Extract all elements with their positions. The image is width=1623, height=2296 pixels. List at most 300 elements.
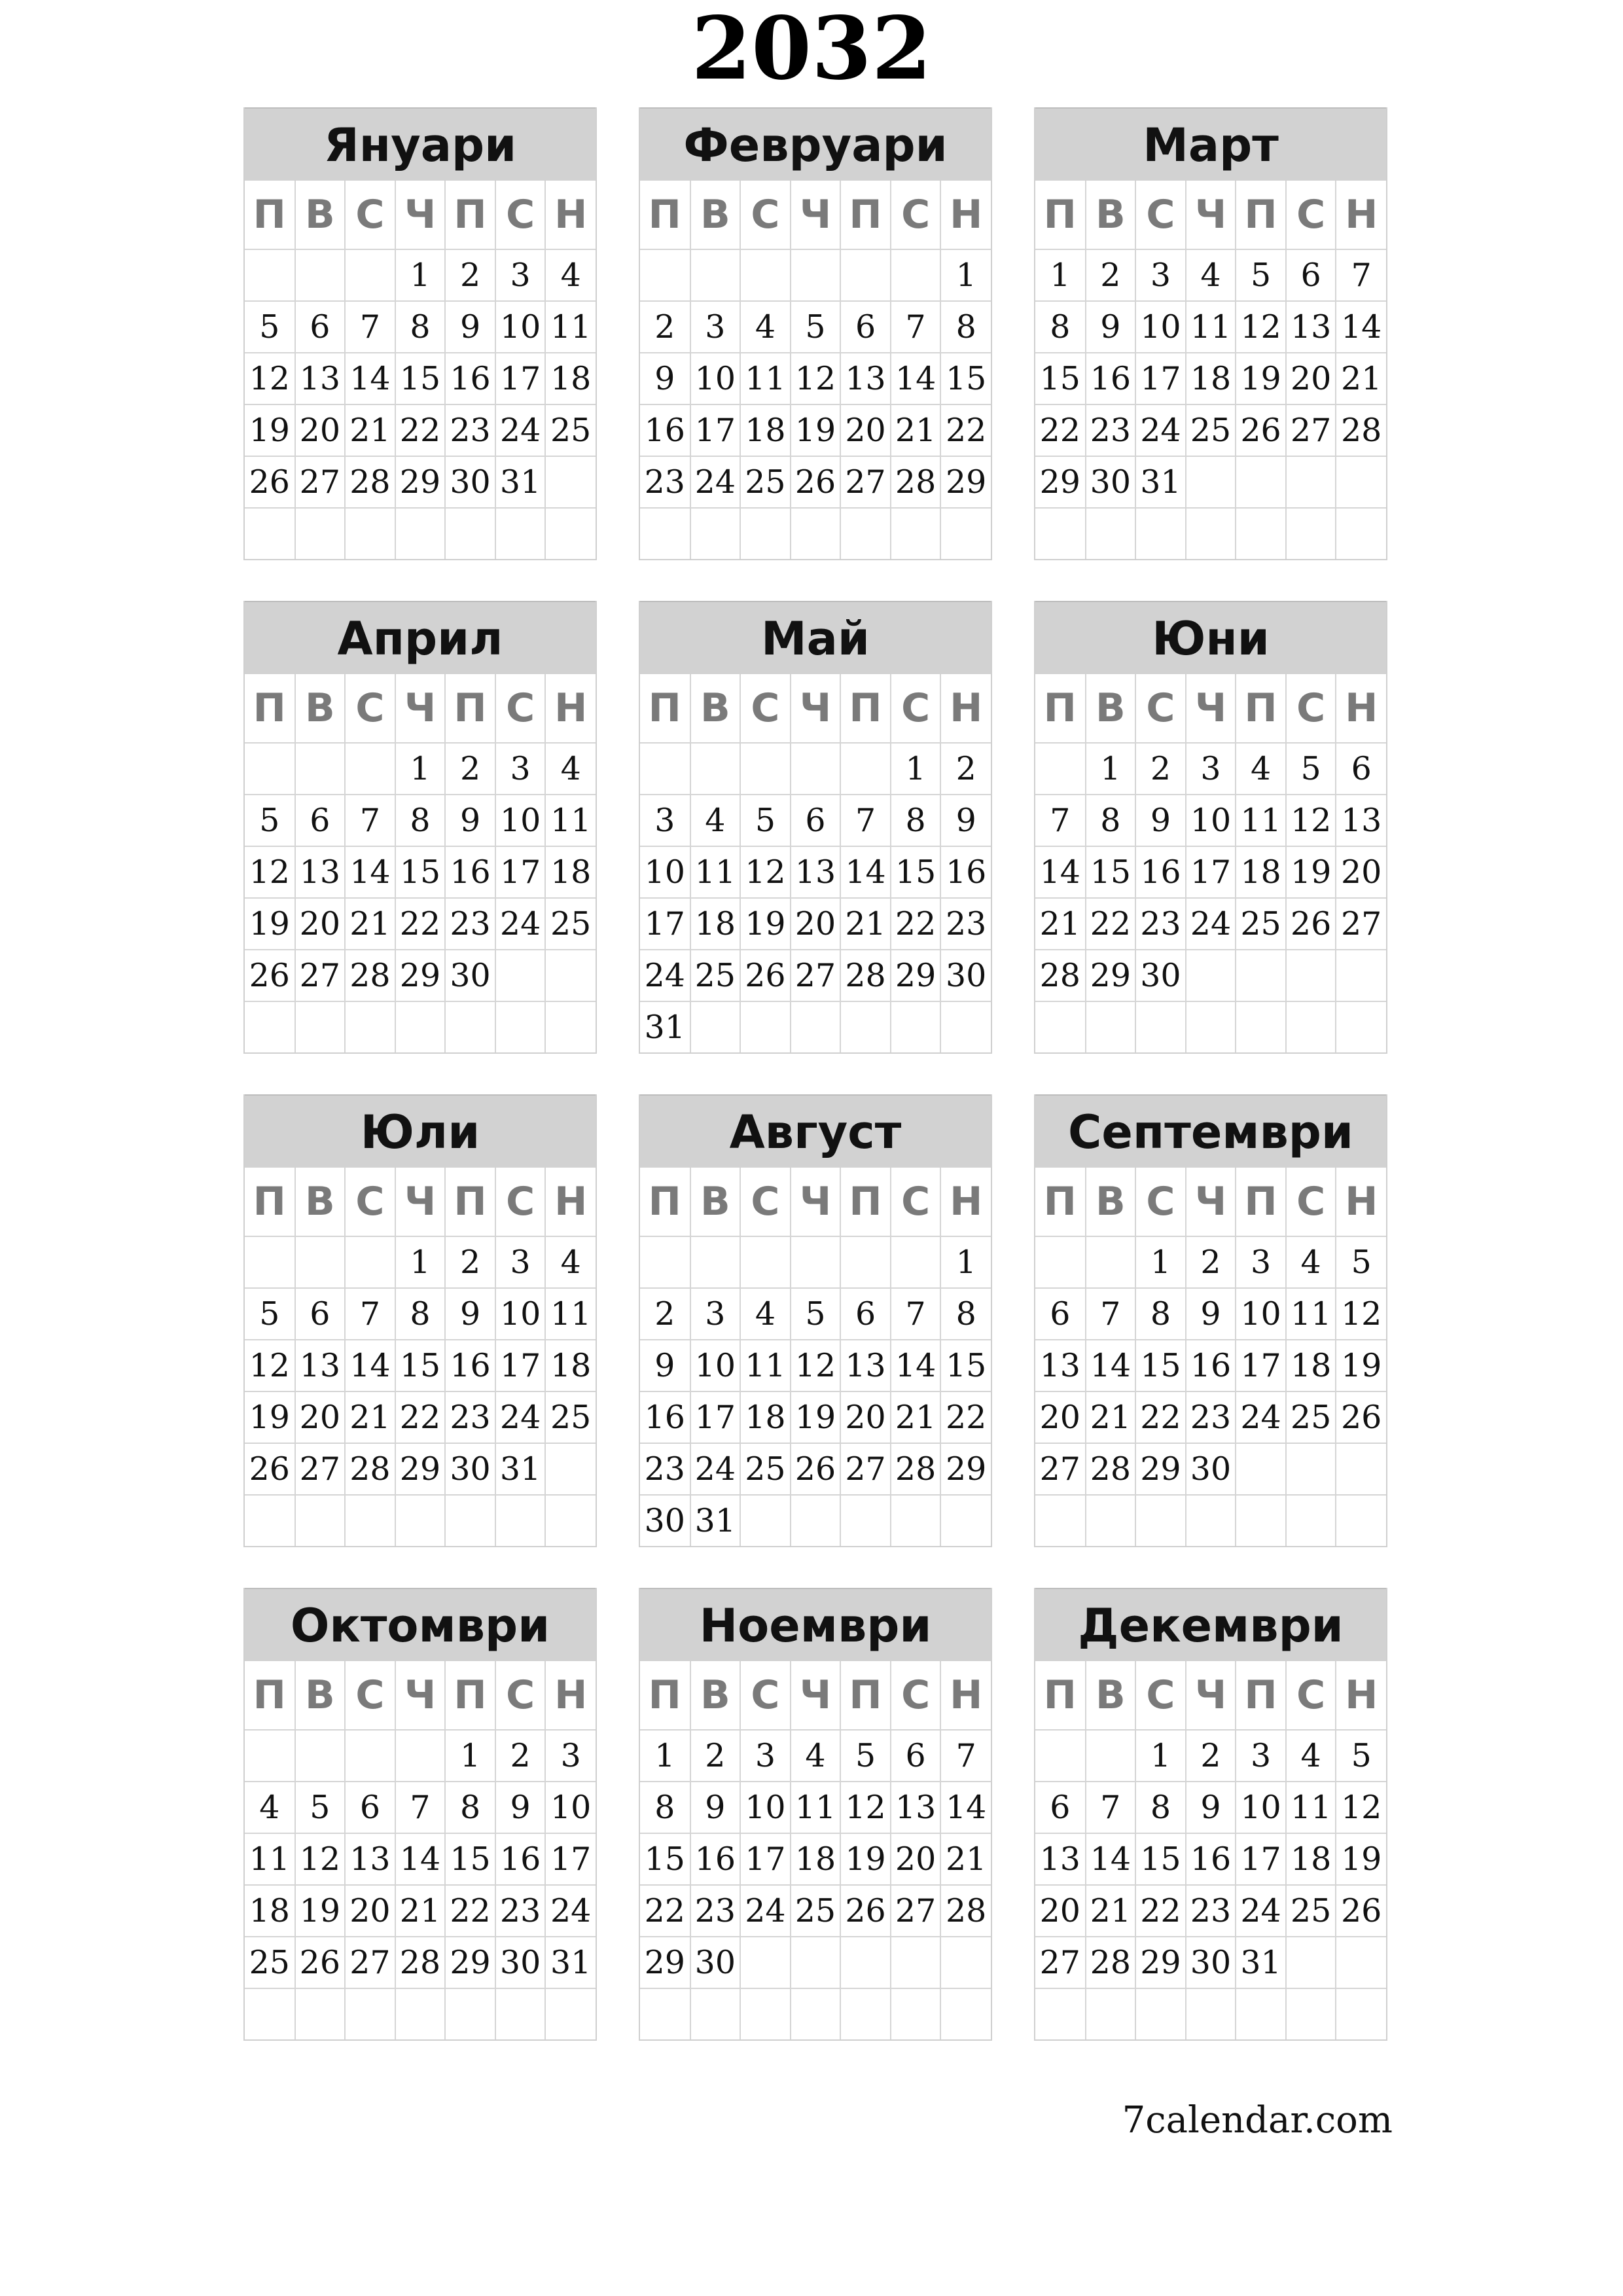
week-row (1035, 508, 1386, 559)
day-cell: 9 (445, 301, 495, 353)
day-cell (791, 508, 841, 559)
day-cell (891, 508, 941, 559)
day-cell: 15 (1135, 1340, 1186, 1391)
week-row (640, 1443, 991, 1495)
day-cell: 9 (690, 1782, 741, 1833)
day-cell: 20 (1035, 1885, 1086, 1937)
day-cell (545, 1443, 596, 1495)
day-cell (495, 1988, 546, 2039)
day-cell: 6 (345, 1782, 395, 1833)
day-cell: 11 (740, 353, 791, 404)
month-calendar (1034, 107, 1387, 560)
day-cell: 14 (345, 353, 395, 404)
day-cell: 23 (495, 1885, 546, 1937)
weekday-label: Ч (395, 181, 446, 249)
weekday-label: П (640, 1168, 690, 1236)
day-cell: 1 (1086, 743, 1136, 795)
day-cell: 12 (1336, 1288, 1386, 1340)
day-cell (345, 1001, 395, 1052)
day-cell: 29 (940, 1443, 991, 1495)
week-row (640, 1782, 991, 1833)
day-cell: 1 (445, 1730, 495, 1782)
day-cell (1035, 743, 1086, 795)
day-cell: 4 (1286, 1236, 1336, 1288)
day-cell (940, 1495, 991, 1546)
month-calendar (1034, 601, 1387, 1054)
day-cell (740, 1937, 791, 1988)
day-cell: 7 (891, 301, 941, 353)
month-name: Април (245, 601, 596, 674)
day-cell: 16 (640, 404, 690, 456)
day-cell: 10 (1236, 1782, 1286, 1833)
day-cell: 27 (295, 1443, 346, 1495)
day-cell: 7 (345, 301, 395, 353)
day-cell: 16 (690, 1833, 741, 1885)
day-cell (295, 508, 346, 559)
day-cell: 6 (1336, 743, 1386, 795)
day-cell: 12 (295, 1833, 346, 1885)
day-cell: 5 (245, 795, 295, 846)
week-row (245, 1288, 596, 1340)
day-cell: 1 (395, 743, 446, 795)
week-row (245, 898, 596, 950)
day-cell: 15 (1035, 353, 1086, 404)
week-row (640, 1730, 991, 1782)
week-row (1035, 1833, 1386, 1885)
day-cell (295, 743, 346, 795)
day-cell: 28 (345, 950, 395, 1001)
day-cell: 12 (791, 353, 841, 404)
day-cell: 29 (445, 1937, 495, 1988)
week-row (640, 950, 991, 1001)
day-cell (1035, 1236, 1086, 1288)
day-cell: 25 (1286, 1885, 1336, 1937)
day-cell (1186, 1001, 1236, 1052)
day-cell (791, 1988, 841, 2039)
days-table (245, 1661, 596, 2039)
day-cell: 11 (545, 1288, 596, 1340)
day-cell: 26 (245, 456, 295, 508)
weekday-label: Н (1336, 181, 1386, 249)
day-cell: 21 (1086, 1391, 1136, 1443)
day-cell (495, 1495, 546, 1546)
day-cell (245, 743, 295, 795)
day-cell: 1 (1135, 1236, 1186, 1288)
day-cell: 6 (891, 1730, 941, 1782)
day-cell: 15 (395, 353, 446, 404)
day-cell: 13 (1286, 301, 1336, 353)
day-cell (245, 1730, 295, 1782)
weekday-label: Ч (791, 1168, 841, 1236)
day-cell: 10 (495, 1288, 546, 1340)
day-cell: 14 (1086, 1833, 1136, 1885)
day-cell: 12 (245, 846, 295, 898)
day-cell (1035, 1001, 1086, 1052)
day-cell: 6 (295, 795, 346, 846)
day-cell: 7 (1336, 249, 1386, 301)
day-cell (740, 1495, 791, 1546)
day-cell (791, 1001, 841, 1052)
day-cell: 23 (1135, 898, 1186, 950)
weekday-label: П (1035, 674, 1086, 743)
weekday-label: С (1286, 181, 1336, 249)
weekday-header-row (640, 181, 991, 249)
day-cell: 26 (840, 1885, 891, 1937)
day-cell: 20 (840, 404, 891, 456)
day-cell: 12 (1336, 1782, 1386, 1833)
day-cell: 9 (1135, 795, 1186, 846)
day-cell (1086, 1988, 1136, 2039)
week-row (245, 1833, 596, 1885)
day-cell: 17 (495, 353, 546, 404)
day-cell: 18 (545, 846, 596, 898)
week-row (640, 1833, 991, 1885)
day-cell (740, 1988, 791, 2039)
day-cell: 16 (1186, 1833, 1236, 1885)
month-name: Юни (1035, 601, 1386, 674)
day-cell: 21 (940, 1833, 991, 1885)
day-cell: 18 (1236, 846, 1286, 898)
day-cell (640, 1236, 690, 1288)
day-cell: 31 (545, 1937, 596, 1988)
weekday-label: С (495, 181, 546, 249)
day-cell: 9 (640, 1340, 690, 1391)
day-cell: 11 (791, 1782, 841, 1833)
day-cell: 20 (1286, 353, 1336, 404)
day-cell: 27 (791, 950, 841, 1001)
days-table (245, 674, 596, 1052)
day-cell (1135, 1988, 1186, 2039)
day-cell: 3 (495, 1236, 546, 1288)
day-cell: 23 (640, 456, 690, 508)
day-cell: 7 (1086, 1782, 1136, 1833)
day-cell: 25 (545, 404, 596, 456)
day-cell: 15 (940, 353, 991, 404)
day-cell: 13 (295, 1340, 346, 1391)
day-cell: 24 (495, 404, 546, 456)
day-cell: 19 (1336, 1833, 1386, 1885)
day-cell: 13 (345, 1833, 395, 1885)
day-cell: 19 (245, 898, 295, 950)
week-row (1035, 1495, 1386, 1546)
day-cell: 5 (1286, 743, 1336, 795)
day-cell: 15 (1086, 846, 1136, 898)
week-row (640, 1391, 991, 1443)
day-cell: 5 (791, 1288, 841, 1340)
day-cell: 13 (840, 1340, 891, 1391)
week-row (245, 1001, 596, 1052)
day-cell: 29 (891, 950, 941, 1001)
week-row (1035, 846, 1386, 898)
day-cell (1135, 508, 1186, 559)
day-cell (445, 508, 495, 559)
day-cell (345, 1988, 395, 2039)
day-cell (545, 950, 596, 1001)
week-row (245, 1236, 596, 1288)
day-cell (1336, 1988, 1386, 2039)
month-calendar (639, 601, 992, 1054)
day-cell: 24 (495, 898, 546, 950)
weekday-label: С (345, 674, 395, 743)
day-cell: 27 (295, 456, 346, 508)
day-cell: 4 (1186, 249, 1236, 301)
month-calendar (243, 601, 597, 1054)
day-cell: 30 (495, 1937, 546, 1988)
day-cell: 4 (545, 1236, 596, 1288)
day-cell (1035, 508, 1086, 559)
week-row (640, 353, 991, 404)
day-cell: 27 (840, 1443, 891, 1495)
day-cell: 10 (690, 353, 741, 404)
day-cell (690, 508, 741, 559)
week-row (245, 1495, 596, 1546)
weekday-label: П (1236, 181, 1286, 249)
week-row (1035, 1443, 1386, 1495)
week-row (640, 898, 991, 950)
week-row (1035, 1288, 1386, 1340)
day-cell: 2 (1086, 249, 1136, 301)
weekday-label: П (445, 181, 495, 249)
day-cell (840, 1988, 891, 2039)
weekday-label: Ч (395, 674, 446, 743)
weekday-label: В (295, 674, 346, 743)
month-name: Октомври (245, 1588, 596, 1661)
day-cell: 3 (495, 743, 546, 795)
day-cell: 29 (640, 1937, 690, 1988)
day-cell: 4 (1286, 1730, 1336, 1782)
day-cell: 23 (1086, 404, 1136, 456)
day-cell (891, 249, 941, 301)
week-row (640, 1937, 991, 1988)
day-cell (245, 1236, 295, 1288)
month-name: Септември (1035, 1094, 1386, 1168)
day-cell: 6 (791, 795, 841, 846)
day-cell (690, 1236, 741, 1288)
weekday-label: Н (1336, 674, 1386, 743)
day-cell: 3 (1236, 1236, 1286, 1288)
weekday-label: С (1135, 181, 1186, 249)
day-cell: 7 (345, 1288, 395, 1340)
week-row (640, 1236, 991, 1288)
day-cell: 11 (1186, 301, 1236, 353)
week-row (640, 508, 991, 559)
day-cell (295, 249, 346, 301)
day-cell (295, 1730, 346, 1782)
day-cell: 6 (295, 301, 346, 353)
day-cell: 11 (1286, 1288, 1336, 1340)
day-cell (740, 1236, 791, 1288)
day-cell (245, 1495, 295, 1546)
weekday-header-row (245, 1168, 596, 1236)
day-cell (1086, 508, 1136, 559)
day-cell: 2 (445, 1236, 495, 1288)
day-cell (791, 743, 841, 795)
week-row (640, 1001, 991, 1052)
day-cell: 24 (1186, 898, 1236, 950)
weekday-label: Ч (1186, 1168, 1236, 1236)
day-cell: 9 (1086, 301, 1136, 353)
day-cell: 11 (545, 301, 596, 353)
day-cell: 4 (245, 1782, 295, 1833)
weekday-label: Ч (1186, 674, 1236, 743)
day-cell: 20 (295, 1391, 346, 1443)
day-cell (1286, 1443, 1336, 1495)
day-cell: 25 (1286, 1391, 1336, 1443)
day-cell: 12 (740, 846, 791, 898)
day-cell: 8 (395, 1288, 446, 1340)
week-row (245, 353, 596, 404)
day-cell (640, 1988, 690, 2039)
day-cell: 20 (1035, 1391, 1086, 1443)
day-cell (1035, 1988, 1086, 2039)
day-cell: 27 (345, 1937, 395, 1988)
day-cell (395, 508, 446, 559)
day-cell: 29 (1086, 950, 1136, 1001)
day-cell: 2 (1135, 743, 1186, 795)
day-cell: 29 (395, 456, 446, 508)
day-cell: 31 (690, 1495, 741, 1546)
weekday-label: Н (545, 1168, 596, 1236)
day-cell: 17 (1236, 1340, 1286, 1391)
day-cell: 22 (1135, 1885, 1186, 1937)
day-cell (1086, 1236, 1136, 1288)
weekday-label: П (1035, 181, 1086, 249)
weekday-label: С (740, 1661, 791, 1730)
day-cell: 17 (690, 1391, 741, 1443)
day-cell: 26 (245, 950, 295, 1001)
day-cell (395, 1495, 446, 1546)
day-cell: 12 (245, 353, 295, 404)
days-table (640, 1168, 991, 1546)
day-cell: 9 (940, 795, 991, 846)
day-cell: 10 (495, 301, 546, 353)
day-cell: 17 (545, 1833, 596, 1885)
week-row (640, 1340, 991, 1391)
day-cell: 28 (1035, 950, 1086, 1001)
day-cell (1135, 1001, 1186, 1052)
day-cell: 17 (1135, 353, 1186, 404)
day-cell: 31 (640, 1001, 690, 1052)
day-cell: 22 (445, 1885, 495, 1937)
day-cell: 11 (690, 846, 741, 898)
day-cell: 22 (395, 1391, 446, 1443)
day-cell: 12 (1236, 301, 1286, 353)
day-cell: 24 (690, 456, 741, 508)
day-cell: 29 (1135, 1937, 1186, 1988)
weekday-label: Н (545, 674, 596, 743)
day-cell (891, 1236, 941, 1288)
day-cell (1236, 1443, 1286, 1495)
day-cell: 25 (245, 1937, 295, 1988)
day-cell: 7 (395, 1782, 446, 1833)
day-cell: 17 (495, 1340, 546, 1391)
day-cell: 18 (1286, 1833, 1336, 1885)
day-cell: 13 (891, 1782, 941, 1833)
week-row (245, 249, 596, 301)
weekday-label: В (295, 1661, 346, 1730)
day-cell: 28 (840, 950, 891, 1001)
day-cell: 2 (445, 249, 495, 301)
day-cell: 25 (690, 950, 741, 1001)
day-cell: 26 (1336, 1885, 1386, 1937)
day-cell: 30 (445, 950, 495, 1001)
day-cell: 27 (840, 456, 891, 508)
day-cell: 16 (940, 846, 991, 898)
day-cell: 17 (640, 898, 690, 950)
weekday-label: С (1286, 1661, 1336, 1730)
day-cell (1336, 1495, 1386, 1546)
weekday-label: П (245, 674, 295, 743)
day-cell (1286, 1001, 1336, 1052)
day-cell: 1 (940, 1236, 991, 1288)
week-row (640, 301, 991, 353)
week-row (640, 1885, 991, 1937)
day-cell: 7 (1035, 795, 1086, 846)
weekday-label: С (345, 181, 395, 249)
weekday-label: П (1236, 1661, 1286, 1730)
day-cell (640, 249, 690, 301)
day-cell: 19 (791, 404, 841, 456)
days-table (1035, 1168, 1386, 1546)
day-cell: 6 (1035, 1288, 1086, 1340)
day-cell: 3 (495, 249, 546, 301)
week-row (640, 1288, 991, 1340)
day-cell (345, 743, 395, 795)
day-cell: 15 (395, 846, 446, 898)
weekday-label: П (245, 181, 295, 249)
day-cell: 15 (640, 1833, 690, 1885)
day-cell: 5 (245, 1288, 295, 1340)
day-cell: 7 (940, 1730, 991, 1782)
weekday-label: В (690, 674, 741, 743)
day-cell: 4 (791, 1730, 841, 1782)
day-cell: 26 (1336, 1391, 1386, 1443)
day-cell: 8 (1135, 1782, 1186, 1833)
weekday-label: Ч (395, 1168, 446, 1236)
day-cell: 12 (1286, 795, 1336, 846)
months-grid (243, 107, 1387, 2041)
day-cell: 10 (1186, 795, 1236, 846)
day-cell: 19 (1286, 846, 1336, 898)
day-cell: 9 (495, 1782, 546, 1833)
day-cell: 26 (295, 1937, 346, 1988)
weekday-label: В (295, 181, 346, 249)
day-cell: 2 (640, 1288, 690, 1340)
day-cell: 11 (545, 795, 596, 846)
weekday-label: В (690, 1661, 741, 1730)
day-cell: 4 (1236, 743, 1286, 795)
day-cell: 21 (1086, 1885, 1136, 1937)
day-cell: 14 (395, 1833, 446, 1885)
day-cell: 5 (1336, 1730, 1386, 1782)
day-cell (1286, 1988, 1336, 2039)
day-cell (1086, 1730, 1136, 1782)
weekday-label: П (445, 1661, 495, 1730)
day-cell: 12 (791, 1340, 841, 1391)
weekday-label: С (891, 181, 941, 249)
week-row (245, 1885, 596, 1937)
day-cell (791, 249, 841, 301)
day-cell: 30 (940, 950, 991, 1001)
day-cell (740, 743, 791, 795)
weekday-label: П (245, 1168, 295, 1236)
day-cell: 25 (545, 898, 596, 950)
day-cell: 23 (640, 1443, 690, 1495)
week-row (1035, 950, 1386, 1001)
day-cell: 23 (1186, 1391, 1236, 1443)
day-cell: 9 (445, 795, 495, 846)
weekday-header-row (1035, 674, 1386, 743)
